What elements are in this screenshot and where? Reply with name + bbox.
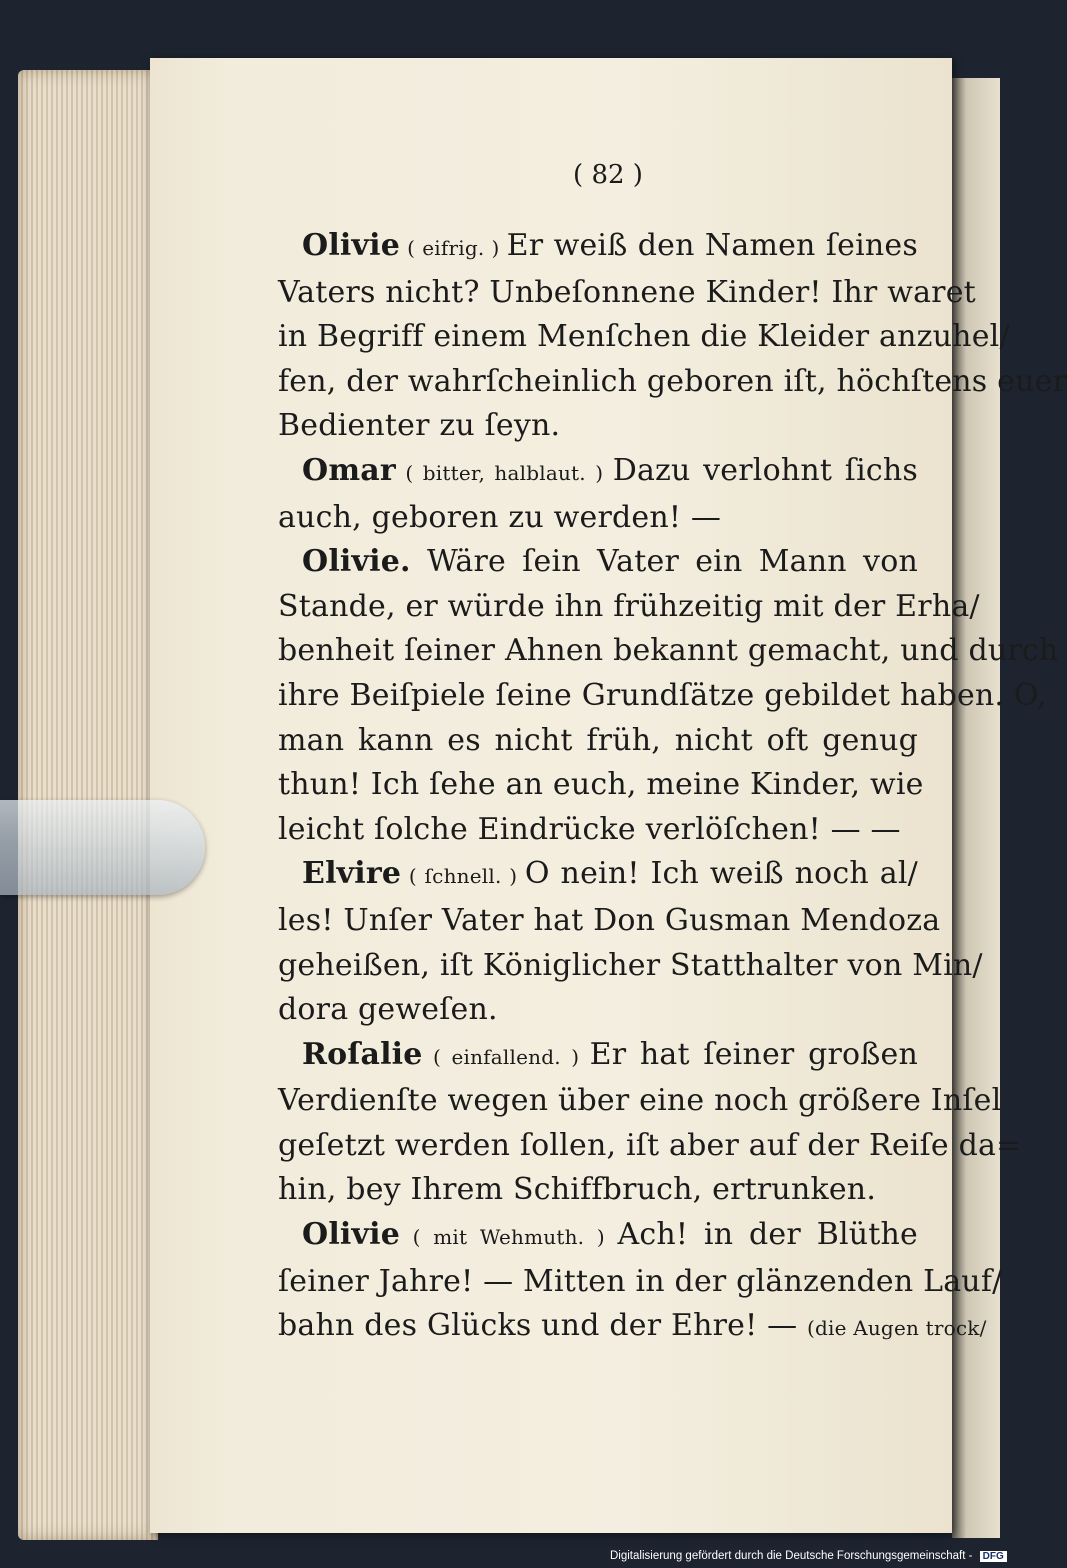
text-line — [278, 1213, 918, 1260]
speaker-name: Olivie. — [302, 544, 411, 580]
text-line — [278, 852, 918, 899]
text-line — [278, 1168, 918, 1213]
text-line — [278, 1124, 1022, 1169]
text-line — [278, 1079, 1002, 1124]
line-text: bahn des Glücks und der Ehre! — — [278, 1308, 808, 1344]
line-text: les! Unſer Vater hat Don Gusman Mendoza — [278, 902, 941, 938]
text-line — [278, 585, 980, 630]
text-line — [278, 1304, 987, 1351]
line-text: ſeiner Jahre! — Mitten in der glänzenden Lauf/ — [278, 1263, 1003, 1299]
text-line — [278, 674, 1047, 719]
line-text: ihre Beiſpiele ſeine Grundſätze gebildet haben. O, — [278, 677, 1047, 713]
text-line — [278, 719, 918, 764]
text-lines — [278, 224, 1067, 1351]
stage-direction: ( ſchnell. ) — [401, 864, 525, 889]
line-text: leicht ſolche Eindrücke verlöſchen! — — — [278, 811, 901, 847]
line-text: Er weiß den Namen ſeines — [506, 228, 918, 263]
line-text: Er hat ſeiner großen — [589, 1036, 919, 1072]
footer-credit — [610, 1550, 1007, 1568]
stage-direction: ( einfallend. ) — [422, 1044, 590, 1069]
line-text: geſetzt werden ſollen, iſt aber auf der Reiſe da= — [278, 1127, 1022, 1163]
text-line — [278, 944, 983, 989]
page-number: ( 82 ) — [573, 160, 643, 190]
text-line — [278, 763, 924, 808]
dfg-logo: DFG — [980, 1551, 1007, 1562]
text-line — [278, 224, 918, 271]
stage-direction: (die Augen trock/ — [807, 1316, 987, 1341]
line-text: thun! Ich ſehe an euch, meine Kinder, wie — [278, 767, 924, 803]
text-line — [278, 988, 918, 1033]
line-text: Ach! in der Blüthe — [617, 1217, 918, 1253]
text-line — [278, 808, 918, 853]
line-text: Stande, er würde ihn frühzeitig mit der Erha/ — [278, 588, 980, 624]
stage-direction: ( mit Wehmuth. ) — [400, 1225, 618, 1250]
text-line — [278, 496, 918, 541]
text-line — [278, 360, 1067, 405]
line-text: benheit ſeiner Ahnen bekannt gemacht, und durch — [278, 633, 1059, 669]
page-text — [278, 160, 1067, 1351]
line-text: geheißen, iſt Königlicher Statthalter von Min/ — [278, 947, 983, 983]
text-line — [278, 540, 918, 585]
line-text: O nein! Ich weiß noch al/ — [524, 856, 918, 892]
text-line — [278, 271, 976, 316]
text-line — [278, 404, 918, 449]
text-line — [278, 1260, 1003, 1305]
speaker-name: Roſalie — [302, 1036, 423, 1072]
line-text: Bedienter zu ſeyn. — [278, 408, 561, 444]
line-text: Verdienſte wegen über eine noch größere Inſel — [278, 1083, 1002, 1119]
glass-page-clamp — [0, 800, 205, 895]
speaker-name: Omar — [302, 452, 396, 488]
speaker-name: Olivie — [302, 228, 401, 263]
line-text: dora geweſen. — [278, 992, 498, 1028]
line-text: Wäre ſein Vater ein Mann von — [410, 544, 918, 580]
text-line — [278, 1033, 918, 1080]
speaker-name: Elvire — [302, 856, 402, 892]
text-line — [278, 629, 1059, 674]
speaker-name: Olivie — [302, 1217, 401, 1253]
line-text: in Begriff einem Menſchen die Kleider anzuhel/ — [278, 319, 1010, 355]
text-line — [278, 449, 918, 496]
stage-direction: ( bitter, halblaut. ) — [395, 460, 613, 485]
text-line — [278, 899, 941, 944]
line-text: Vaters nicht? Unbeſonnene Kinder! Ihr waret — [278, 274, 976, 310]
line-text: Dazu verlohnt ſichs — [612, 452, 918, 488]
footer-credit-text: Digitalisierung gefördert durch die Deutsche Forschungsgemeinschaft - — [610, 1550, 973, 1562]
line-text: hin, bey Ihrem Schiffbruch, ertrunken. — [278, 1172, 877, 1208]
text-line — [278, 315, 1010, 360]
line-text: auch, geboren zu werden! — — [278, 499, 722, 535]
line-text: fen, der wahrſcheinlich geboren iſt, höchſtens euer — [278, 363, 1067, 399]
line-text: man kann es nicht früh, nicht oft genug — [278, 722, 918, 758]
stage-direction: ( eifrig. ) — [400, 236, 507, 260]
